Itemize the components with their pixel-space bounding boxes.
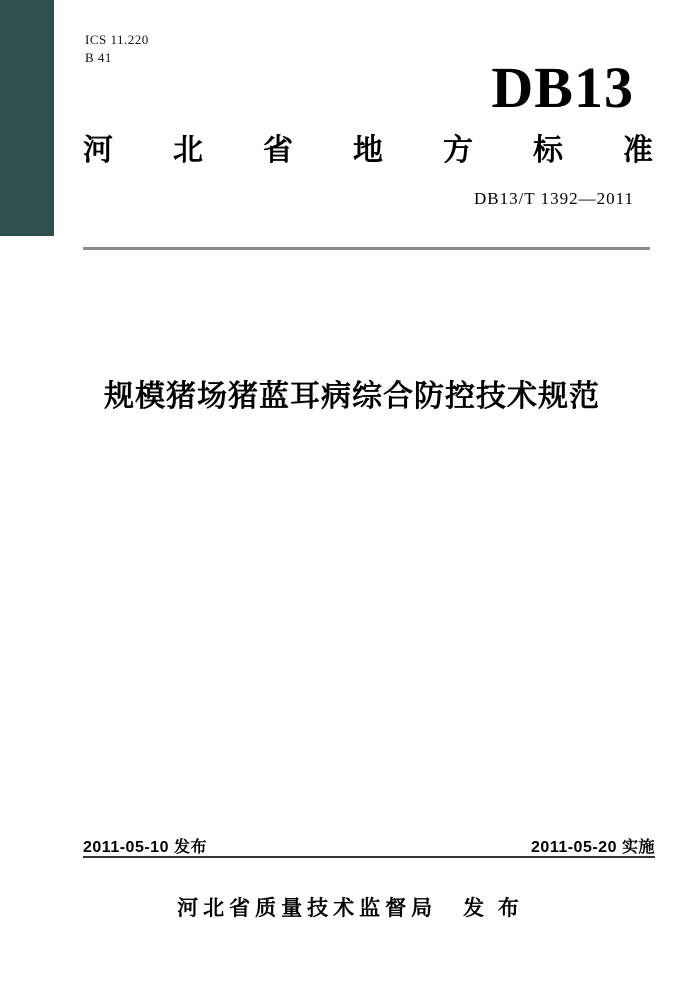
publish-label: 发 布 bbox=[463, 897, 523, 920]
implement-date-line bbox=[531, 839, 655, 857]
standard-type-char: 省 bbox=[263, 134, 293, 167]
footer-divider-rule bbox=[83, 856, 655, 858]
document-title: 规模猪场猪蓝耳病综合防控技术规范 bbox=[104, 380, 600, 413]
standard-type-char: 标 bbox=[533, 134, 563, 167]
standard-type-char: 准 bbox=[623, 134, 653, 167]
publisher-line bbox=[0, 897, 700, 920]
standard-type-char: 北 bbox=[173, 134, 203, 167]
ics-code: ICS 11.220 bbox=[85, 32, 149, 47]
publisher-name: 河北省质量技术监督局 bbox=[177, 897, 438, 920]
standard-type-char: 地 bbox=[353, 134, 383, 167]
issue-date-line bbox=[83, 839, 207, 857]
standard-number: DB13/T 1392—2011 bbox=[473, 189, 634, 208]
issue-label: 发布 bbox=[173, 839, 207, 856]
implement-date: 2011-05-20 bbox=[531, 839, 617, 856]
classification-code: B 41 bbox=[85, 50, 112, 65]
issue-date: 2011-05-10 bbox=[83, 839, 169, 856]
db13-logo: DB13 bbox=[491, 55, 634, 120]
standard-type-row bbox=[83, 134, 653, 167]
standard-type-char: 方 bbox=[443, 134, 473, 167]
implement-label: 实施 bbox=[621, 839, 655, 856]
scan-artifact-bar bbox=[0, 0, 54, 236]
header-divider-rule bbox=[83, 247, 650, 250]
standard-type-char: 河 bbox=[83, 134, 113, 167]
